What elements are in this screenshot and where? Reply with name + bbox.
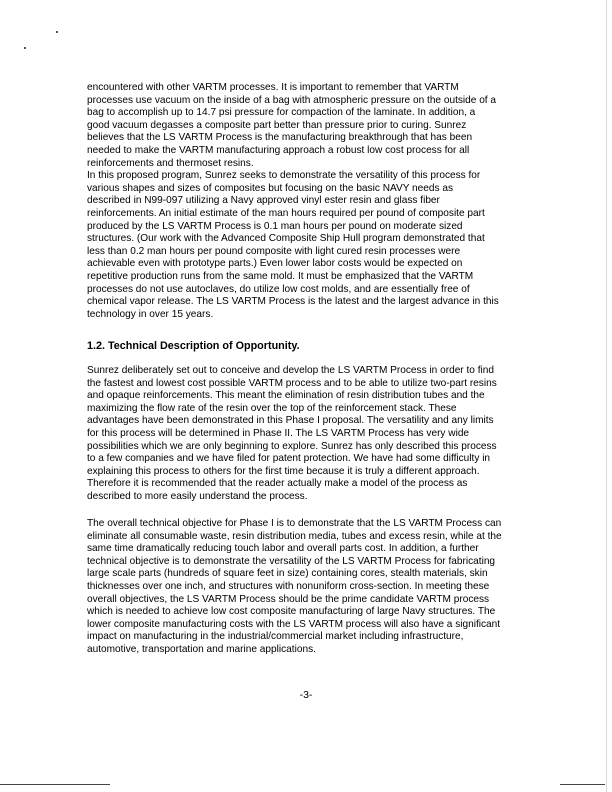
text-line: processes do not use autoclaves, do utilize low cost molds, and are essentially free of: [87, 283, 470, 295]
text-line: lower composite manufacturing costs with the LS VARTM process will also have a significant: [87, 618, 501, 630]
text-line: chemical vapor release. The LS VARTM Process is the latest and the largest advance in this: [87, 296, 499, 308]
text-line: The overall technical objective for Phase I is to demonstrate that the LS VARTM Process can: [87, 518, 502, 529]
paragraph-objective: [87, 518, 525, 657]
text-line: the fastest and lowest cost possible VARTM process and to be able to utilize two-part resins: [87, 377, 497, 389]
text-line: impact on manufacturing in the industrial/commercial market including infrastructure,: [87, 631, 464, 643]
scan-speck: [24, 47, 26, 49]
page-number: -3-: [299, 689, 313, 701]
text-line: thicknesses over one inch, and structures with nonuniform cross-section. In meeting these: [87, 580, 490, 592]
paragraph-opportunity: [87, 365, 525, 504]
text-line: explaining this process to others for the first time because it is truly a different approach.: [87, 465, 480, 477]
text-line: automotive, transportation and marine applications.: [87, 643, 316, 655]
text-line: produced by the LS VARTM Process is 0.1 man hours per pound on moderate sized: [87, 220, 463, 232]
text-line: believes that the LS VARTM Process is the manufacturing breakthrough that has been: [87, 132, 473, 144]
text-line: bag to accomplish up to 14.7 psi pressure for compaction of the laminate. In addition, a: [87, 107, 476, 119]
text-line: possibilities which we are only beginning to explore. Sunrez has only described this process: [87, 440, 497, 452]
text-line: processes use vacuum on the inside of a bag with atmospheric pressure on the outside of a: [87, 94, 497, 106]
text-line: Therefore it is recommended that the reader actually make a model of the process as: [87, 478, 468, 490]
text-line: achievable even with prototype parts.) Even lower labor costs would be expected on: [87, 258, 463, 270]
text-line: encountered with other VARTM processes. It is important to remember that VARTM: [87, 82, 459, 93]
scan-speck: [56, 31, 58, 33]
section-heading: 1.2. Technical Description of Opportunity.: [87, 340, 300, 352]
text-line: described to more easily understand the process.: [87, 490, 308, 502]
text-line: large scale parts (hundreds of square feet in size) containing cores, stealth materials, skin: [87, 568, 488, 580]
text-line: which is needed to achieve low cost composite manufacturing of large Navy structures. The: [87, 606, 496, 618]
text-line: and opaque reinforcements. This meant the elimination of resin distribution tubes and the: [87, 390, 485, 402]
text-line: to a few companies and we have filed for patent protection. We have had some difficulty in: [87, 453, 491, 465]
text-line: reinforcements. An initial estimate of the man hours required per pound of composite part: [87, 207, 485, 219]
text-line: good vacuum degasses a composite part better than pressure prior to curing. Sunrez: [87, 119, 467, 131]
text-line: same time dramatically reducing touch labor and overall parts cost. In addition, a further: [87, 543, 479, 555]
text-line: various shapes and sizes of composites but focusing on the basic NAVY needs as: [87, 182, 454, 194]
text-line: Sunrez deliberately set out to conceive and develop the LS VARTM Process in order to find: [87, 365, 494, 376]
text-line: advantages have been demonstrated in this Phase I proposal. The versatility and any limits: [87, 415, 494, 427]
text-line: technical objective is to demonstrate the versatility of the LS VARTM Process for fabricating: [87, 555, 496, 567]
text-line: overall objectives, the LS VARTM Process should be the prime candidate VARTM process: [87, 593, 490, 605]
paragraph-intro: [87, 82, 525, 321]
text-line: described in N99-097 utilizing a Navy approved vinyl ester resin and glass fiber: [87, 195, 440, 207]
text-line: needed to make the VARTM manufacturing approach a robust low cost process for all: [87, 144, 470, 156]
scan-edge: [0, 784, 110, 785]
text-line: less than 0.2 man hours per pound composite with light cured resin processes were: [87, 245, 461, 257]
text-line: structures. (Our work with the Advanced Composite Ship Hull program demonstrated that: [87, 233, 485, 245]
text-line: technology in over 15 years.: [87, 308, 214, 320]
text-line: reinforcements and thermoset resins.: [87, 157, 254, 169]
scan-edge: [606, 0, 607, 792]
text-line: maximizing the flow rate of the resin over the top of the reinforcement stack. These: [87, 402, 457, 414]
scan-edge: [560, 784, 605, 785]
text-line: In this proposed program, Sunrez seeks to demonstrate the versatility of this process for: [87, 170, 481, 182]
text-line: eliminate all consumable waste, resin distribution media, tubes and excess resin, while at the: [87, 530, 502, 542]
text-line: repetitive production runs from the same mold. It must be emphasized that the VARTM: [87, 270, 474, 282]
text-line: for this process will be determined in Phase II. The LS VARTM Process has very wide: [87, 427, 470, 439]
